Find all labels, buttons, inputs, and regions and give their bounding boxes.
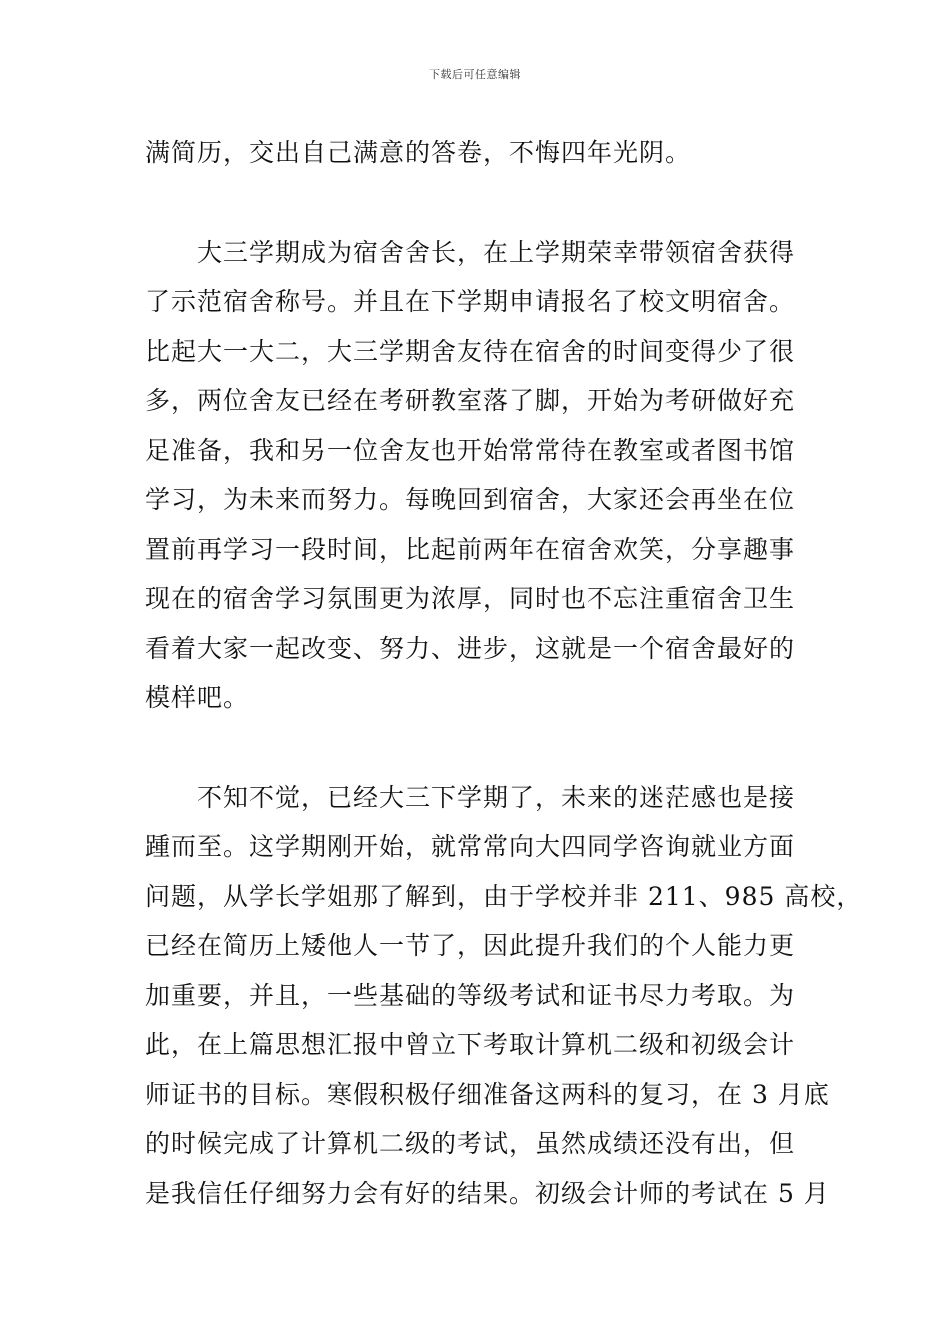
paragraph-2 xyxy=(145,228,825,723)
text-line: 师证书的目标。寒假积极仔细准备这两科的复习，在 3 月底 xyxy=(145,1079,830,1109)
text-line: 大三学期成为宿舍舍长，在上学期荣幸带领宿舍获得 xyxy=(197,237,796,267)
text-line: 踵而至。这学期刚开始，就常常向大四同学咨询就业方面 xyxy=(145,832,796,861)
text-line: 足准备，我和另一位舍友也开始常常待在教室或者图书馆 xyxy=(145,435,796,465)
text-line: 学习，为未来而努力。每晚回到宿舍，大家还会再坐在位 xyxy=(145,485,796,514)
text-line: 现在的宿舍学习氛围更为浓厚，同时也不忘注重宿舍卫生 xyxy=(145,584,796,613)
text-line: 多，两位舍友已经在考研教室落了脚，开始为考研做好充 xyxy=(145,386,796,415)
text-line: 已经在简历上矮他人一节了，因此提升我们的个人能力更 xyxy=(145,931,796,960)
text-line: 看着大家一起改变、努力、进步，这就是一个宿舍最好的 xyxy=(145,633,796,663)
text-line: 模样吧。 xyxy=(145,683,250,712)
text-line: 置前再学习一段时间，比起前两年在宿舍欢笑，分享趣事 xyxy=(145,534,796,564)
text-line: 的时候完成了计算机二级的考试，虽然成绩还没有出，但 xyxy=(145,1129,796,1158)
text-line: 了示范宿舍称号。并且在下学期申请报名了校文明宿舍。 xyxy=(145,287,796,316)
text-line: 比起大一大二，大三学期舍友待在宿舍的时间变得少了很 xyxy=(145,336,796,366)
paragraph-3 xyxy=(145,773,863,1219)
paragraph-gap xyxy=(145,723,825,773)
header-note: 下载后可任意编辑 xyxy=(429,68,521,81)
text-line: 问题，从学长学姐那了解到，由于学校并非 211、985 高校， xyxy=(145,881,863,911)
text-line: 不知不觉，已经大三下学期了，未来的迷茫感也是接 xyxy=(197,782,796,812)
text-line: 是我信任仔细努力会有好的结果。初级会计师的考试在 5 月 xyxy=(145,1178,830,1208)
text-line: 满简历，交出自己满意的答卷，不悔四年光阴。 xyxy=(145,138,692,167)
text-line: 此，在上篇思想汇报中曾立下考取计算机二级和初级会计 xyxy=(145,1030,796,1059)
document-body xyxy=(145,128,863,1218)
text-line: 加重要，并且，一些基础的等级考试和证书尽力考取。为 xyxy=(145,980,796,1010)
paragraph-1 xyxy=(145,128,825,178)
paragraph-gap xyxy=(145,178,825,228)
